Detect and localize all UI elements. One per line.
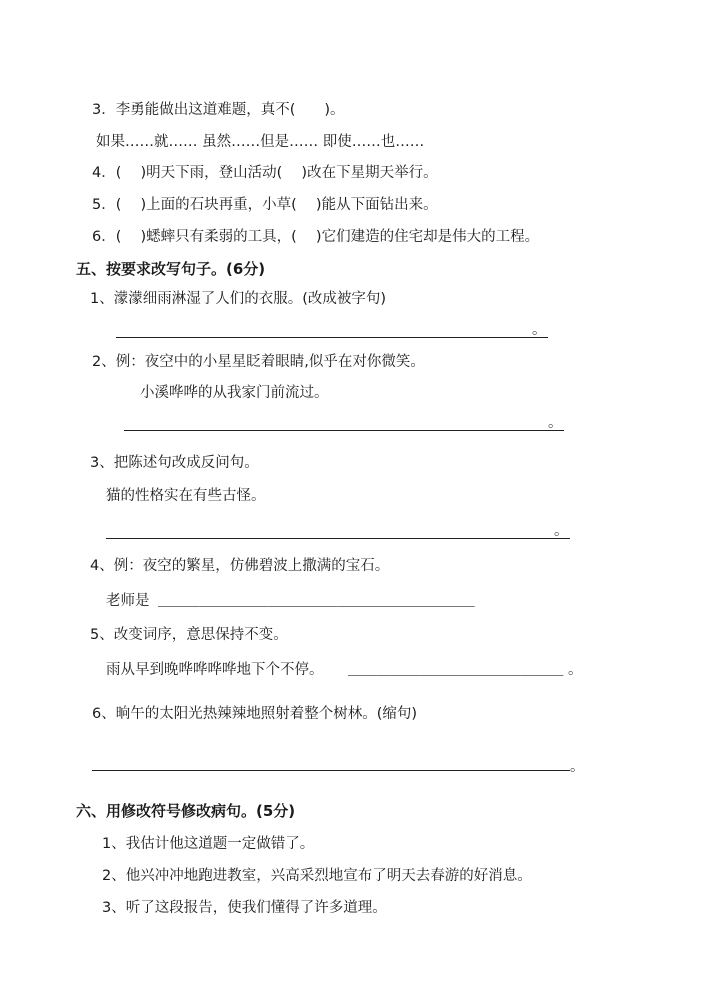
question-5-1: 1、濛濛细雨淋湿了人们的衣服。(改成被字句) <box>90 291 387 307</box>
answer-line-5-3 <box>106 538 570 539</box>
question-5-6: 6、晌午的太阳光热辣辣地照射着整个树林。(缩句) <box>92 706 418 722</box>
answer-end-5-1: 。 <box>532 322 547 338</box>
question-6-3: 3、听了这段报告，使我们懂得了许多道理。 <box>102 900 387 916</box>
question-4-6: 6．( )蟋蟀只有柔弱的工具，( )它们建造的住宅却是伟大的工程。 <box>92 229 540 245</box>
question-5-3: 3、把陈述句改成反问句。 <box>90 455 259 471</box>
question-5-5-sentence: 雨从早到晚哗哗哗哗地下个不停。 <box>106 662 324 678</box>
answer-end-5-6: 。 <box>570 759 585 775</box>
question-6-2: 2、他兴冲冲地跑进教室，兴高采烈地宣布了明天去春游的好消息。 <box>102 868 532 884</box>
answer-end-5-3: 。 <box>554 523 569 539</box>
answer-end-5-2: 。 <box>548 415 563 431</box>
conjunction-options: 如果……就…… 虽然……但是…… 即使……也…… <box>96 134 425 150</box>
question-5-2: 2、例：夜空中的小星星眨着眼睛,似乎在对你微笑。 <box>92 354 425 370</box>
question-4-3: 3．李勇能做出这道难题，真不( )。 <box>92 102 345 118</box>
question-6-1: 1、我估计他这道题一定做错了。 <box>102 836 315 852</box>
section-5-heading: 五、按要求改写句子。(6分) <box>76 260 266 278</box>
answer-line-5-2 <box>124 430 564 431</box>
question-5-2-sentence: 小溪哗哗的从我家门前流过。 <box>140 385 329 401</box>
answer-blank-5-5: ＿＿＿＿＿＿＿＿＿＿＿＿＿＿＿ <box>348 662 564 678</box>
answer-line-5-1 <box>116 337 548 338</box>
question-5-3-sentence: 猫的性格实在有些古怪。 <box>106 488 266 504</box>
section-6-heading: 六、用修改符号修改病句。(5分) <box>76 802 296 820</box>
answer-end-5-5: 。 <box>568 662 583 678</box>
question-5-4: 4、例：夜空的繁星，仿佛碧波上撒满的宝石。 <box>90 558 390 574</box>
question-5-4-sentence: 老师是 <box>106 593 150 609</box>
question-4-4: 4．( )明天下雨，登山活动( )改在下星期天举行。 <box>92 165 438 181</box>
answer-line-5-6 <box>92 770 570 771</box>
question-4-5: 5．( )上面的石块再重，小草( )能从下面钻出来。 <box>92 197 438 213</box>
question-5-5: 5、改变词序，意思保持不变。 <box>90 627 288 643</box>
answer-blank-5-4: ＿＿＿＿＿＿＿＿＿＿＿＿＿＿＿＿＿＿＿＿＿＿＿ <box>158 593 475 609</box>
